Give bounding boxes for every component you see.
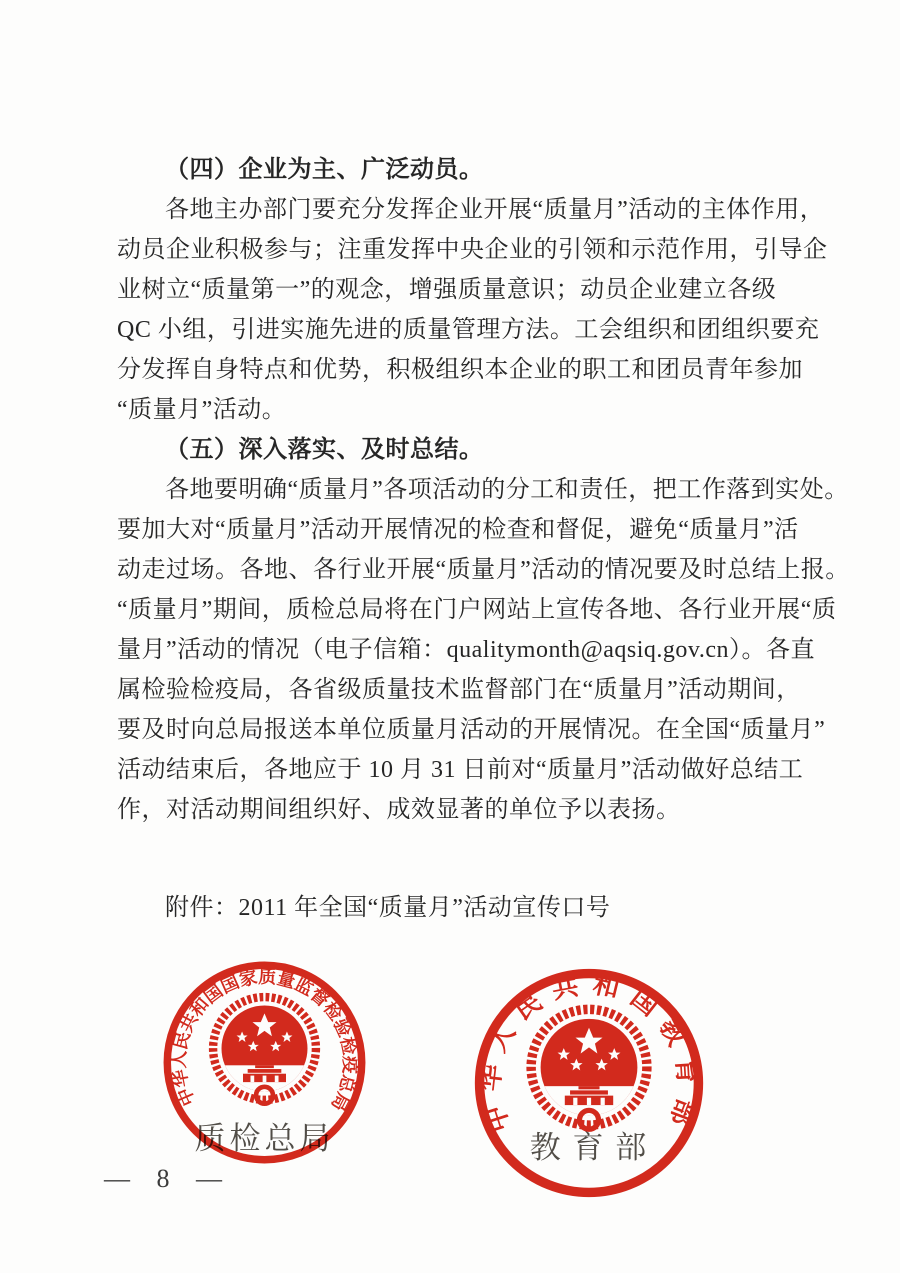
body-line: 要及时向总局报送本单位质量月活动的开展情况。在全国“质量月”	[117, 717, 826, 743]
body-line: “质量月”活动。	[117, 397, 287, 423]
body-line: 业树立“质量第一”的观念，增强质量意识；动员企业建立各级	[117, 277, 777, 303]
body-line: 分发挥自身特点和优势，积极组织本企业的职工和团员青年参加	[117, 357, 803, 383]
national-emblem-icon	[213, 997, 316, 1104]
body-line: 各地要明确“质量月”各项活动的分工和责任，把工作落到实处。	[165, 477, 849, 503]
seal-ring-text: 中华人民共和国国家质量监督检验检疫总局	[168, 966, 361, 1115]
section-5-heading: （五）深入落实、及时总结。	[165, 437, 484, 463]
national-emblem-icon	[531, 1009, 647, 1129]
agency-name-label: 教 育 部	[529, 1130, 649, 1165]
body-line: 要加大对“质量月”活动开展情况的检查和督促，避免“质量月”活	[117, 517, 799, 543]
body-line: “质量月”期间，质检总局将在门户网站上宣传各地、各行业开展“质	[117, 597, 837, 623]
section-4-heading: （四）企业为主、广泛动员。	[165, 157, 484, 183]
page-number: — 8 —	[104, 1164, 232, 1193]
seal-stamp-graphic	[157, 955, 372, 1170]
body-line: 动员企业积极参与；注重发挥中央企业的引领和示范作用，引导企	[117, 237, 828, 263]
document-body	[117, 150, 850, 928]
official-seal-moe	[468, 962, 710, 1204]
body-line: QC 小组，引进实施先进的质量管理方法。工会组织和团组织要充	[117, 317, 820, 343]
body-line: 活动结束后，各地应于 10 月 31 日前对“质量月”活动做好总结工	[117, 757, 804, 783]
attachment-line: 附件：2011 年全国“质量月”活动宣传口号	[165, 895, 611, 921]
official-seal-aqsiq	[157, 955, 372, 1170]
body-line: 作，对活动期间组织好、成效显著的单位予以表扬。	[117, 797, 681, 823]
seal-ring-text: 中华人民共和国教育部	[474, 967, 704, 1141]
body-line: 属检验检疫局，各省级质量技术监督部门在“质量月”活动期间，	[117, 677, 801, 703]
body-line: 量月”活动的情况（电子信箱：qualitymonth@aqsiq.gov.cn）。各直	[117, 637, 815, 663]
body-line: 各地主办部门要充分发挥企业开展“质量月”活动的主体作用，	[165, 197, 825, 223]
body-line: 动走过场。各地、各行业开展“质量月”活动的情况要及时总结上报。	[117, 557, 850, 583]
agency-name-label: 质检总局	[194, 1121, 335, 1156]
seal-stamp-graphic	[468, 962, 710, 1204]
